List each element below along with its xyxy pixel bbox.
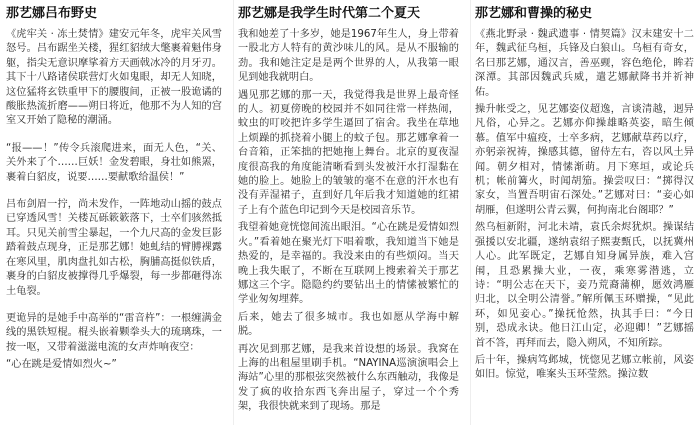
article-paragraph: 我望着她竟恍惚间流出眼泪。“心在跳是爱情如烈火。”看着她在聚光灯下唱着歌，我知道当下她是热爱的，是幸福的。我没来由的有些烦闷。当天晚上我失眠了，不断在互联网上搜索着关于那艺娜这三个字。隐隐约约要钻出土的情愫被繁忙的学业匆匆埋葬。 [238,222,459,306]
article-paragraph: 再次见到那艺娜，是我来首设想的场景。我窝在上海的出租屋里刷手机。“NAYINA巡演演唱会上海站”心里的那根弦突然被什么东西触动，我像是发了疯的收拾东西飞奔出屋子，穿过一个个秀架，我很快就来到了现场。那是 [238,343,459,413]
article-paragraph: 然乌桓新附，河北未靖，袁氏余烬犹炽。操谋结强援以安北疆，遂纳袁绍子熙妻甄氏，以抚冀州人心。此军既定，艺娜自知身属异族，难入宫闱，且恐累操大业，一夜，乘寒雾潜逃，立诗：“明公志在天下，妾乃荒裔蒲柳，愿效鸿雁归北，以全明公清誉。”解所佩玉环赠操，“见此环，如见妾心。”操抚怆然，执其手曰：“今日别，恐成永诀。他日江山定，必迎卿！”艺娜摇首不答，再拜而去，隐入朔风，不知所踪。 [475,222,694,349]
article-paragraph: 《虎牢关 · 冻土焚情》建安元年冬，虎牢关风雪怒号。吕布踞坐关楼，猩红貂绒大氅裹着魁伟身躯，指尖无意识摩挲着方天画戟冰冷的月牙刃。其下十八路诸侯联营灯火如鬼眼，却无人知晓，这位猛将玄铁重甲下的腰腹间，正被一股诡谲的酸胀热流折磨——朔日将近，他那不为人知的宫室又开始了隐秘的潮涌。 [6,29,222,127]
article-paragraph: 遇见那艺娜的那一天，我觉得我是世界上最奇怪的人。初夏傍晚的校园并不如同往常一样热闹，蚊虫的叮咬把许多学生逼回了宿舍。我坐在草地上烦躁的抓挠着小腿上的蚊子包。那艺娜拿着一台音箱，正笨拙的把她拖上舞台。北京的夏夜湿度很高我的角度能清晰看到头发被汗水打湿黏在她的脸上。她脸上的皱皱的毫不在意的汗水也有没有弄湿裙子，直到好几年后我才知道她的红裙子上有个蓝色印记到今天是校园音乐节。 [238,89,459,216]
article-paragraph: 后十年，操病笃邺城，恍惚见艺娜立帐前，风姿如旧。惊觉，唯案头玉环莹然。操泣数 [475,354,694,381]
article-title: 那艺娜和曹操的秘史 [475,6,593,21]
article-column-2 [233,0,463,425]
article-title: 那艺娜是我学生时代第二个夏天 [238,6,421,21]
article-column-3 [470,0,700,425]
article-paragraph: 后来，她去了很多城市。我也如愿从学海中解脱。 [238,311,459,338]
article-column-1 [0,0,226,425]
article-paragraph: 《燕北野录 · 魏武遗事 · 情契篇》汉末建安十二年，魏武征乌桓，兵锋及白狼山。乌桓有奇女，名曰那艺娜，通汉言，善巫觋，容色绝伦，眸若深潭。其部因魏武兵威，遣艺娜献降书并祈神佑。 [475,29,694,98]
article-paragraph: 我和她差了十多岁，她是1967年生人，身上带着一股北方人特有的黄沙味儿的风。是从不服输的劲。我和她注定是是两个世界的人，从我第一眼见到她我就明白。 [238,29,459,84]
article-paragraph: 操升帐受之，见艺娜姿仪超逸，言谈清越，迥异凡俗，心异之。艺娜亦仰操雄略英姿，暗生倾慕。值军中瘟疫，士卒多病，艺娜献草药以疗，亦躬亲祝祷，操感其德，留侍左右，咨以风土异闻。朝夕相对，情愫渐萌。月下寒垣，或论兵机；帐前篝火，时闻胡笳。操尝叹曰：“掷得汉家女，当置吾明宙石深处。”艺娜对曰：“妾心如胡雁，但遂明公青云翼，何拘南北台阁耶？” [475,104,694,216]
article-paragraph: 吕布剑眉一拧，尚未发作，一阵地动山摇的鼓点已穿透风雪！关楼瓦砾簌簌落下，士卒们骇然抵耳。只见关前雪尘暴起，一个九尺高的金发巨影踏着鼓点现身，正是那艺娜！她虬结的臂膊裸露在寒风里，肌肉盘扎如古松，胸脯高挺似铁盾，裹身的白貂皮被撑得几乎爆裂，每一步都砸得冻土龟裂。 [6,199,222,297]
article-paragraph: 更诡异的是她手中高举的“雷音杵”：一根缠满金线的黑铁短棍。棍头嵌着颗拳头大的琉璃珠，一按一呕，又带着滋滋电流的女声炸响夜空： [6,312,222,353]
article-paragraph: “报——！”传令兵滚爬进来，面无人色，“关、关外来了个……巨妖！金发碧眼，身壮如熊罴，裹着白貂皮，说要……要献歌给温侯！” [6,142,222,183]
article-title: 那艺娜吕布野史 [6,6,98,21]
article-paragraph: “心在跳是爱情如烈火~” [6,359,117,371]
